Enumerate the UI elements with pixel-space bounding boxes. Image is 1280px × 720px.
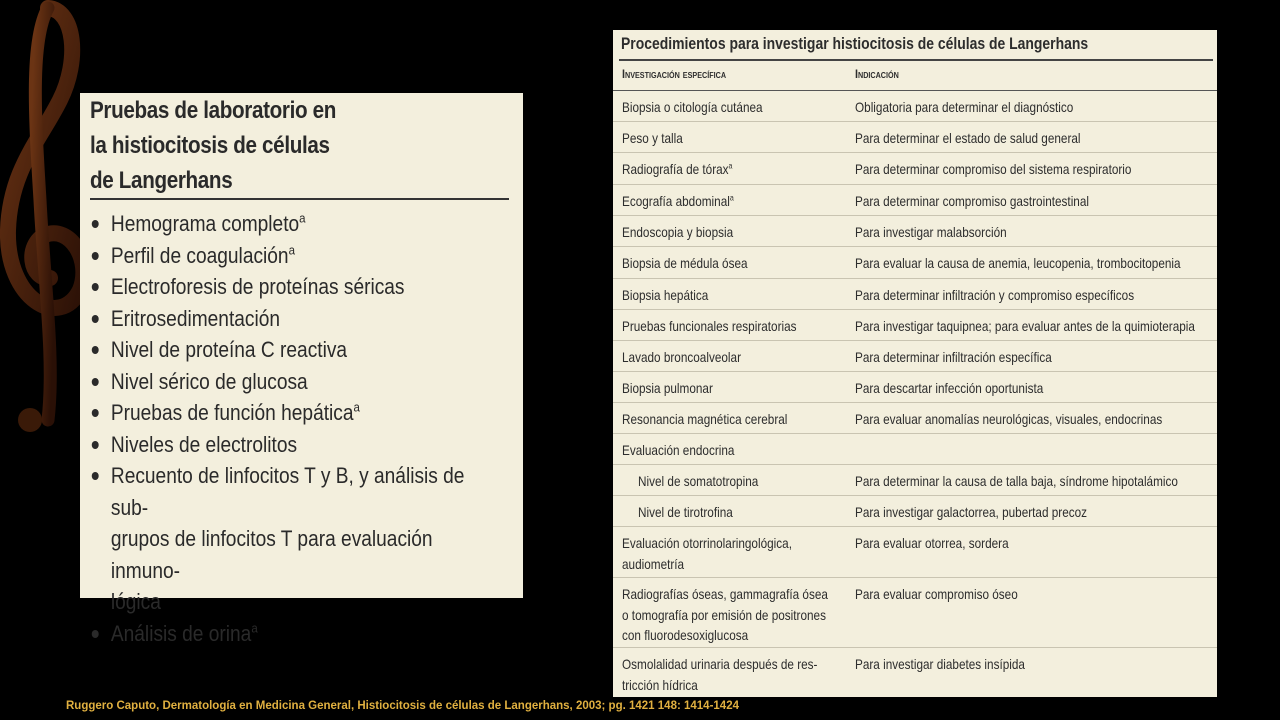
table-row xyxy=(613,278,1217,309)
indication-cell: Para investigar malabsorción xyxy=(855,224,1007,240)
investigation-text: Pruebas funcionales respiratorias xyxy=(622,318,797,334)
title-line: la histiocitosis de células xyxy=(90,132,330,159)
investigation-text: Lavado broncoalveolar xyxy=(622,349,741,365)
list-item xyxy=(90,303,506,335)
table-row xyxy=(613,184,1217,215)
indication-cell: Para evaluar anomalías neurológicas, visuales, endocrinas xyxy=(855,411,1163,427)
investigation-text: Biopsia pulmonar xyxy=(622,380,713,396)
investigation-cell xyxy=(622,222,733,243)
investigation-text: Ecografía abdominal xyxy=(622,193,730,209)
indication-cell: Para determinar la causa de talla baja, síndrome hipotalámico xyxy=(855,473,1178,489)
table-header xyxy=(613,61,1217,90)
investigation-text: Biopsia de médula ósea xyxy=(622,255,748,271)
investigation-cell xyxy=(622,654,817,695)
investigation-cell xyxy=(622,253,748,274)
table-row xyxy=(613,121,1217,152)
table-row xyxy=(613,433,1217,464)
investigation-cell xyxy=(638,471,758,492)
list-item-text: grupos de linfocitos T para evaluación inmuno- xyxy=(110,526,433,583)
investigation-cell xyxy=(622,285,708,306)
table-row xyxy=(613,495,1217,526)
investigation-text: Biopsia o citología cutánea xyxy=(622,99,763,115)
investigation-text: Osmolalidad urinaria después de res- xyxy=(622,656,818,672)
footnote-marker: a xyxy=(251,620,258,636)
title-line: Pruebas de laboratorio en xyxy=(90,97,337,124)
table-row xyxy=(613,90,1217,121)
list-item-text: Nivel de proteína C reactiva xyxy=(110,337,348,362)
investigation-text: Radiografía de tórax xyxy=(622,161,729,177)
procedures-title: Procedimientos para investigar histiocitosis de células de Langerhans xyxy=(621,34,1089,53)
investigation-text: tricción hídrica xyxy=(622,676,698,693)
list-item-text: Perfil de coagulación xyxy=(110,242,289,268)
list-item-text: Nivel sérico de glucosa xyxy=(110,368,308,394)
investigation-cell xyxy=(622,128,683,149)
investigation-text: audiometría xyxy=(622,555,685,572)
column-header-indication: Indicación xyxy=(855,67,899,81)
indication-cell: Para investigar taquipnea; para evaluar antes de la quimioterapia xyxy=(855,318,1195,334)
table-row xyxy=(613,309,1217,340)
lab-tests-list xyxy=(90,208,513,649)
indication-cell: Para determinar compromiso gastrointestinal xyxy=(855,193,1090,209)
list-item-text: Electroforesis de proteínas séricas xyxy=(110,274,405,299)
indication-cell: Para evaluar la causa de anemia, leucopenia, trombocitopenia xyxy=(855,255,1181,271)
table-row xyxy=(613,402,1217,433)
indication-cell: Para evaluar compromiso óseo xyxy=(855,586,1018,602)
investigation-text: Biopsia hepática xyxy=(622,287,709,303)
table-row xyxy=(613,246,1217,278)
footnote-marker: a xyxy=(728,160,733,171)
investigation-cell xyxy=(622,316,797,337)
procedures-table xyxy=(613,61,1217,697)
list-item-text: Pruebas de función hepática xyxy=(110,400,354,425)
investigation-text: Peso y talla xyxy=(622,130,683,146)
investigation-text: Evaluación otorrinolaringológica, xyxy=(622,535,792,551)
indication-cell: Para determinar infiltración específica xyxy=(855,349,1052,365)
indication-cell: Para descartar infección oportunista xyxy=(855,380,1044,396)
table-row xyxy=(613,371,1217,402)
investigation-text: con fluorodesoxiglucosa xyxy=(622,627,749,643)
list-item-text: lógica xyxy=(110,589,161,614)
list-item xyxy=(90,397,506,429)
investigation-text: o tomografía por emisión de positrones xyxy=(622,606,826,623)
investigation-cell xyxy=(622,191,734,212)
table-row xyxy=(613,340,1217,371)
list-item-text: Hemograma completo xyxy=(110,211,300,236)
title-divider xyxy=(90,198,509,200)
investigation-text: Evaluación endocrina xyxy=(622,442,735,458)
procedures-card xyxy=(613,30,1217,697)
table-row xyxy=(613,215,1217,246)
list-item-text: Recuento de linfocitos T y B, y análisis de sub- xyxy=(110,463,465,520)
investigation-cell xyxy=(622,347,741,368)
investigation-text: Resonancia magnética cerebral xyxy=(622,411,788,427)
list-item xyxy=(90,208,506,240)
indication-cell: Para determinar el estado de salud general xyxy=(855,130,1081,146)
table-row xyxy=(613,152,1217,184)
list-item xyxy=(90,429,506,461)
list-item xyxy=(90,460,506,618)
footnote-marker: a xyxy=(288,242,295,258)
list-item-text: Niveles de electrolitos xyxy=(110,431,298,457)
list-item-text: Análisis de orina xyxy=(110,620,252,646)
lab-tests-title xyxy=(90,93,527,198)
table-row xyxy=(613,647,1217,697)
investigation-cell xyxy=(622,584,828,646)
table-row xyxy=(613,526,1217,577)
indication-cell: Para determinar infiltración y compromiso específicos xyxy=(855,287,1135,303)
table-row xyxy=(613,577,1217,647)
investigation-cell xyxy=(622,533,792,574)
list-item xyxy=(90,271,506,303)
investigation-text: Endoscopia y biopsia xyxy=(622,224,734,240)
investigation-text: Nivel de somatotropina xyxy=(638,473,759,489)
investigation-cell xyxy=(622,378,713,399)
citation: Ruggero Caputo, Dermatología en Medicina General, Histiocitosis de células de Langerhans, 2003; pg. 1421 148: 1414-1424 xyxy=(66,700,739,712)
investigation-cell xyxy=(638,502,733,523)
footnote-marker: a xyxy=(729,192,734,203)
investigation-text: Nivel de tirotrofina xyxy=(638,504,733,520)
footnote-marker: a xyxy=(299,210,306,226)
list-item-text: Eritrosedimentación xyxy=(110,305,281,331)
indication-cell: Para evaluar otorrea, sordera xyxy=(855,535,1009,551)
indication-cell: Para determinar compromiso del sistema respiratorio xyxy=(855,161,1132,177)
investigation-text: Radiografías óseas, gammagrafía ósea xyxy=(622,586,828,602)
list-item xyxy=(90,334,506,366)
footnote-marker: a xyxy=(353,399,360,415)
table-row xyxy=(613,464,1217,495)
investigation-cell xyxy=(622,159,732,180)
indication-cell: Para investigar galactorrea, pubertad precoz xyxy=(855,504,1088,520)
title-line: de Langerhans xyxy=(90,167,233,194)
investigation-cell xyxy=(622,440,734,461)
column-header-investigation: Investigación específica xyxy=(622,67,727,81)
indication-cell: Obligatoria para determinar el diagnóstico xyxy=(855,99,1074,115)
investigation-cell xyxy=(622,97,763,118)
treble-clef-icon xyxy=(0,0,90,440)
investigation-cell xyxy=(622,409,787,430)
indication-cell: Para investigar diabetes insípida xyxy=(855,656,1025,672)
list-item xyxy=(90,240,506,272)
list-item xyxy=(90,618,506,650)
list-item xyxy=(90,366,506,398)
lab-tests-card xyxy=(80,93,523,646)
